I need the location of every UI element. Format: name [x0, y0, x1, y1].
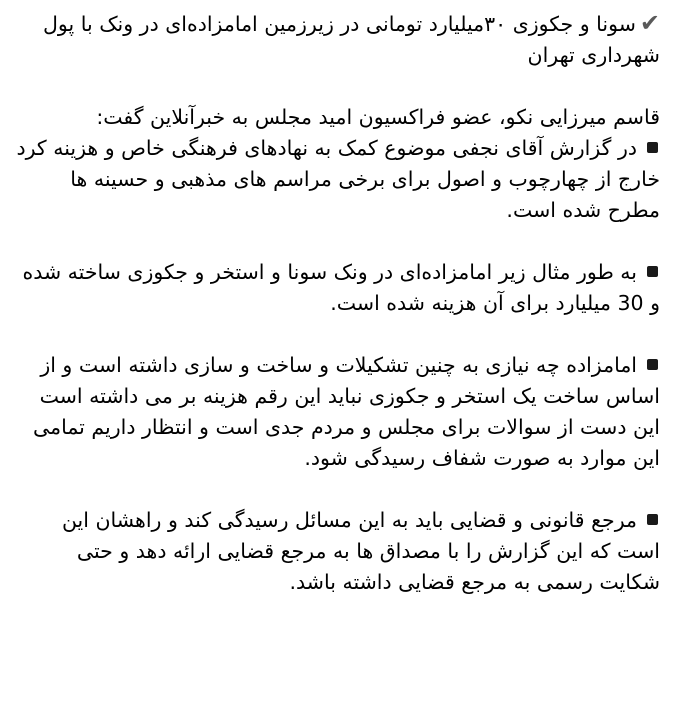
black-square-icon — [647, 142, 658, 153]
headline-text: سونا و جکوزی ۳۰میلیارد تومانی در زیرزمین امامزاده‌ای در ونک با پول شهرداری تهران — [43, 12, 660, 67]
black-square-icon — [647, 514, 658, 525]
black-square-icon — [647, 266, 658, 277]
bullet-paragraph — [16, 257, 660, 319]
paragraph-text: امامزاده چه نیازی به چنین تشکیلات و ساخت و سازی داشته است و از اساس ساخت یک استخر و جکوزی نباید این رقم هزینه بر می داشته است این دست از سوالات برای مجلس و مردم جدی است و انتظار داریم تمامی این موارد به صورت شفاف رسیدگی شود. — [33, 353, 660, 470]
paragraph-text: در گزارش آقای نجفی موضوع کمک به نهادهای فرهنگی خاص و هزینه کرد خارج از چهارچوب و اصول برای برخی مراسم های مذهبی و حسینه ها مطرح شده است. — [16, 136, 660, 222]
check-mark-icon: ✔ — [639, 9, 660, 37]
bullet-paragraph — [16, 350, 660, 474]
black-square-icon — [647, 359, 658, 370]
intro-paragraph — [16, 102, 660, 226]
intro-text: قاسم میرزایی نکو، عضو فراکسیون امید مجلس به خبرآنلاین گفت: — [96, 105, 660, 129]
paragraph-text: به طور مثال زیر امامزاده‌ای در ونک سونا و استخر و جکوزی ساخته شده و 30 میلیارد برای آن هزینه شده است. — [22, 260, 660, 315]
paragraph-text: مرجع قانونی و قضایی باید به این مسائل رسیدگی کند و راهشان این است که این گزارش را با مصداق ها به مرجع قضایی ارائه دهد و حتی شکایت رسمی به مرجع قضایی داشته باشد. — [61, 508, 660, 594]
bullet-paragraph — [16, 505, 660, 598]
headline-paragraph — [16, 8, 660, 71]
